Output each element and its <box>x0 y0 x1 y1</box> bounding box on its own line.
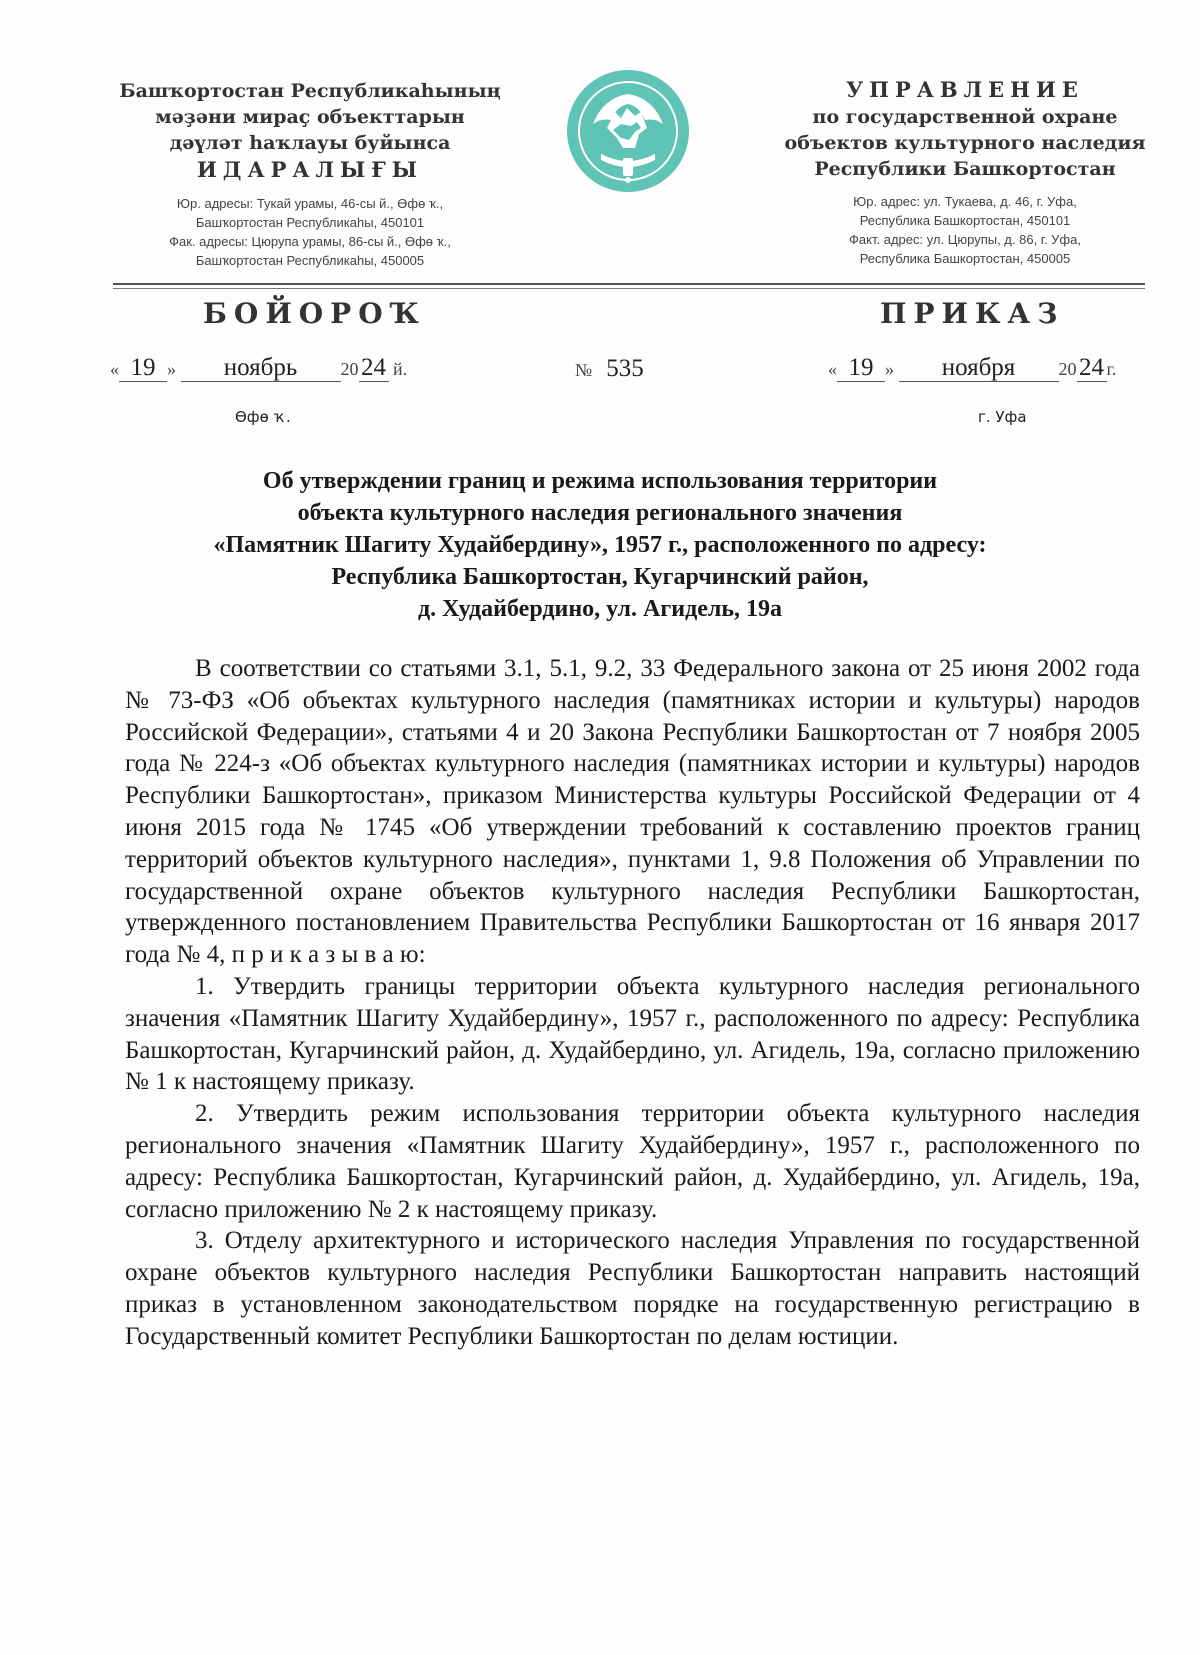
number-value: 535 <box>606 355 644 382</box>
org-name-line: по государственной охране <box>812 106 1118 128</box>
doc-type-bashkir: БОЙОРОҠ <box>203 297 426 330</box>
year-prefix: 20 <box>340 359 359 379</box>
document-body <box>125 653 1140 1353</box>
order-number <box>575 355 644 383</box>
year-prefix: 20 <box>1058 359 1077 379</box>
org-name-line: Башҡортостан Республикаһының <box>119 80 501 102</box>
header-divider <box>113 283 1145 285</box>
address-line: Республика Башкортостан, 450101 <box>859 213 1071 228</box>
address-line: Башҡортостан Республикаһы, 450101 <box>195 215 425 230</box>
order-item-3: 3. Отделу архитектурного и исторического наследия Управления по государственной охране объектов культурного наследия Республики Башкортостан направить настоящий приказ в установленном законодательством порядке на государственную регистрацию в Государственный комитет Республики Башкортостан по делам юстиции. <box>125 1227 1140 1350</box>
document-title <box>125 465 1075 625</box>
org-name-line: ИДАРАЛЫҒЫ <box>196 157 424 182</box>
city-russian: г. Уфа <box>978 408 1027 426</box>
date-month: ноября <box>899 355 1059 382</box>
quote-close: » <box>885 359 894 379</box>
year-suffix: 24 <box>359 355 389 382</box>
title-line: д. Худайбердино, ул. Агидель, 19а <box>417 596 783 622</box>
title-line: «Памятник Шагиту Худайбердину», 1957 г., расположенного по адресу: <box>213 532 987 558</box>
address-line: Фак. адресы: Цюрупа урамы, 86-сы й., Өфө ҡ., <box>169 234 451 249</box>
address-line: Башҡортостан Республикаһы, 450005 <box>195 253 425 268</box>
header-divider <box>113 288 1145 289</box>
header-left-bashkir <box>100 78 520 270</box>
date-day: 19 <box>837 355 885 382</box>
date-day: 19 <box>119 355 167 382</box>
year-mark: й. <box>393 359 408 379</box>
preamble-paragraph: В соответствии со статьями 3.1, 5.1, 9.2, 33 Федерального закона от 25 июня 2002 года № 73-ФЗ «Об объектах культурного наследия (памятниках истории и культуры) народов Российской Федерации», статьями 4 и 20 Закона Республики Башкортостан от 7 ноября 2005 года № 224-з «Об объектах культурного наследия (памятниках истории и культуры) народов Республики Башкортостан», приказом Министерства культуры Российской Федерации от 4 июня 2015 года № 1745 «Об утверждении требований к составлению проектов границ территорий объектов культурного наследия», пунктами 1, 9.8 Положения об Управлении по государственной охране объектов культурного наследия Республики Башкортостан, утвержденного постановлением Правительства Республики Башкортостан от 16 января 2017 года № 4, п р и к а з ы в а ю: <box>125 655 1140 969</box>
date-month: ноябрь <box>181 355 341 382</box>
org-name-line: УПРАВЛЕНИЕ <box>846 77 1084 102</box>
title-line: Об утверждении границ и режима использования территории <box>262 468 938 494</box>
date-line-bashkir <box>110 355 407 385</box>
quote-close: » <box>167 359 176 379</box>
org-name-line: дәүләт һаҡлауы буйынса <box>169 132 451 154</box>
address-line: Юр. адрес: ул. Тукаева, д. 46, г. Уфа, <box>853 194 1077 209</box>
address-line: Республика Башкортостан, 450005 <box>859 251 1071 266</box>
org-name-line: Республики Башкортостан <box>814 158 1116 180</box>
date-line-russian <box>828 355 1116 385</box>
order-item-1: 1. Утвердить границы территории объекта культурного наследия регионального значения «Памятник Шагиту Худайбердину», 1957 г., расположенного по адресу: Республика Башкортостан, Кугарчинский район, д. Худайбердино, ул. Агидель, 19а, согласно приложению № 1 к настоящему приказу. <box>125 972 1140 1096</box>
quote-open: « <box>110 359 119 379</box>
number-sign: № <box>575 360 593 380</box>
order-item-2: 2. Утвердить режим использования территории объекта культурного наследия регионального значения «Памятник Шагиту Худайбердину», 1957 г., расположенного по адресу: Республика Башкортостан, Кугарчинский район, д. Худайбердино, ул. Агидель, 19а, согласно приложению № 2 к настоящему приказу. <box>125 1100 1140 1223</box>
title-line: объекта культурного наследия регионального значения <box>297 500 903 526</box>
doc-type-russian: ПРИКАЗ <box>880 297 1065 330</box>
address-block <box>100 194 520 270</box>
title-line: Республика Башкортостан, Кугарчинский район, <box>331 564 869 590</box>
quote-open: « <box>828 359 837 379</box>
city-bashkir: Өфө ҡ. <box>235 408 291 426</box>
org-name-line: мәҙәни мираҫ объекттарын <box>155 106 465 128</box>
header-right-russian <box>780 76 1150 268</box>
year-suffix: 24 <box>1077 355 1107 382</box>
org-name-line: объектов культурного наследия <box>784 132 1146 154</box>
address-line: Юр. адресы: Тукай урамы, 46-сы й., Өфө ҡ., <box>176 196 444 211</box>
year-mark: г. <box>1106 359 1117 379</box>
address-line: Факт. адрес: ул. Цюрупы, д. 86, г. Уфа, <box>849 232 1081 247</box>
bashkortostan-coat-of-arms-icon <box>565 68 691 194</box>
address-block <box>780 192 1150 268</box>
